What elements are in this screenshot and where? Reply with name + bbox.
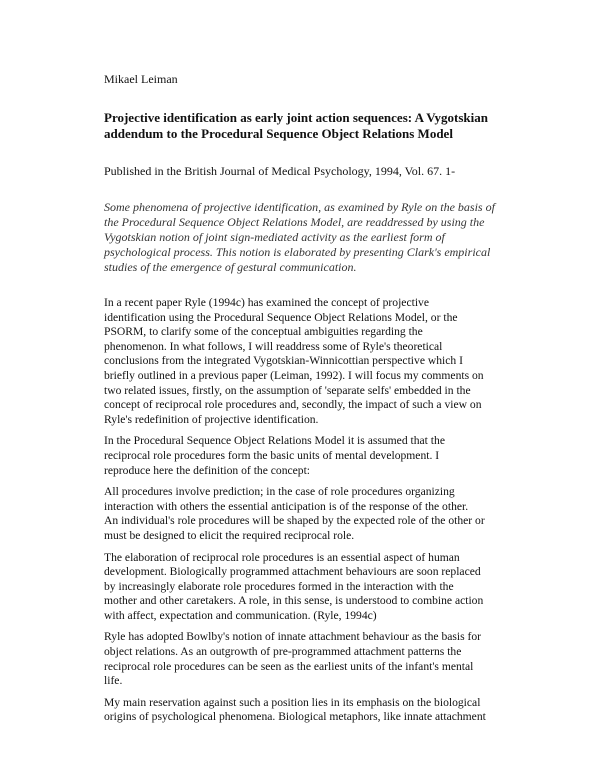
text-line: identification using the Procedural Sequence Object Relations Model, or the (104, 310, 458, 324)
text-line: In a recent paper Ryle (1994c) has examined the concept of projective (104, 296, 429, 309)
text-line: conclusions from the integrated Vygotskian-Winnicottian perspective which I (104, 354, 463, 368)
text-line: concept of reciprocal role procedures and, secondly, the impact of such a view on (104, 398, 482, 412)
title-line: addendum to the Procedural Sequence Object Relations Model (104, 126, 453, 141)
text-line: interaction with others the essential anticipation is of the response of the other. (104, 499, 469, 513)
paragraph (104, 296, 504, 427)
text-line: phenomenon. In what follows, I will readdress some of Ryle's theoretical (104, 339, 443, 353)
abstract-line: studies of the emergence of gestural communication. (104, 260, 357, 274)
text-line: reproduce here the definition of the concept: (104, 463, 311, 477)
text-line: My main reservation against such a position lies in its emphasis on the biological (104, 695, 481, 709)
text-line: In the Procedural Sequence Object Relations Model it is assumed that the (104, 434, 445, 448)
text-line: object relations. As an outgrowth of pre-programmed attachment patterns the (104, 645, 462, 659)
text-line: Ryle has adopted Bowlby's notion of innate attachment behaviour as the basis for (104, 630, 482, 644)
text-line: two related issues, firstly, on the assumption of 'separate selfs' embedded in the (104, 383, 471, 397)
publication-info: Published in the British Journal of Medical Psychology, 1994, Vol. 67. 1- (104, 164, 456, 178)
text-line: The elaboration of reciprocal role procedures is an essential aspect of human (104, 550, 460, 564)
text-line: Ryle's redefinition of projective identification. (104, 412, 319, 426)
text-line: PSORM, to clarify some of the conceptual ambiguities regarding the (104, 325, 423, 339)
author-name: Mikael Leiman (104, 72, 178, 86)
paragraph (104, 696, 504, 725)
text-line: origins of psychological phenomena. Biological metaphors, like innate attachment (104, 710, 486, 724)
text-line: An individual's role procedures will be shaped by the expected role of the other or (104, 514, 485, 528)
text-line: reciprocal role procedures form the basic units of mental development. I (104, 448, 440, 462)
abstract-line: the Procedural Sequence Object Relations Model, are readdressed by using the (104, 215, 485, 229)
abstract-line: Some phenomena of projective identification, as examined by Ryle on the basis of (104, 200, 495, 214)
paragraph (104, 434, 504, 478)
text-line: development. Biologically programmed attachment behaviours are soon replaced (104, 565, 481, 579)
abstract (104, 200, 504, 275)
abstract-line: Vygotskian notion of joint sign-mediated activity as the earliest form of (104, 230, 445, 244)
text-line: briefly outlined in a previous paper (Leiman, 1992). I will focus my comments on (104, 368, 484, 382)
quote-paragraph (104, 485, 504, 543)
text-line: with affect, expectation and communication. (Ryle, 1994c) (104, 608, 377, 622)
abstract-line: psychological process. This notion is elaborated by presenting Clark's empirical (104, 245, 491, 259)
text-line: must be designed to elicit the required reciprocal role. (104, 528, 355, 542)
text-line: All procedures involve prediction; in the case of role procedures organizing (104, 485, 455, 499)
quote-paragraph (104, 551, 504, 624)
text-line: mother and other caretakers. A role, in this sense, is understood to combine action (104, 594, 484, 608)
title-line: Projective identification as early joint action sequences: A Vygotskian (104, 110, 488, 125)
text-line: by increasingly elaborate role procedures formed in the interaction with the (104, 579, 454, 593)
text-line: reciprocal role procedures can be seen as the earliest units of the infant's mental (104, 659, 474, 673)
paper-title (104, 110, 504, 142)
text-line: life. (104, 674, 123, 688)
body-text (104, 296, 504, 732)
paragraph (104, 630, 504, 688)
